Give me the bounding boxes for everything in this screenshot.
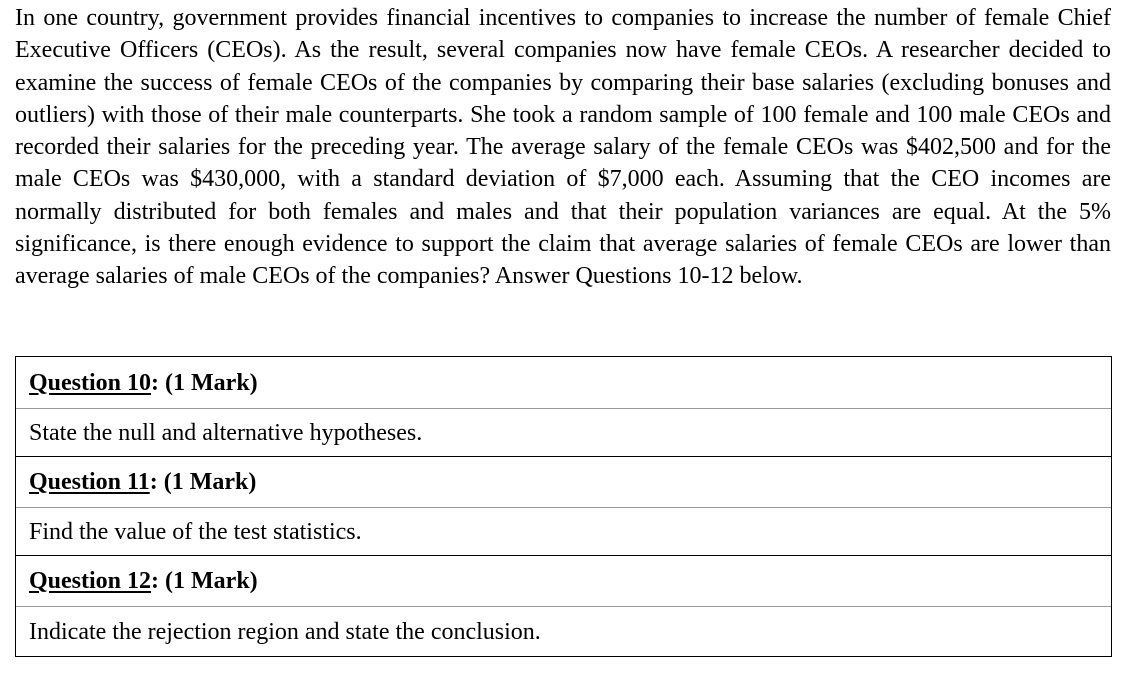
questions-table	[15, 356, 1112, 657]
question-11-prompt-row	[16, 508, 1112, 556]
question-12-prompt: Indicate the rejection region and state the conclusion.	[16, 607, 1112, 657]
question-12-prompt-row	[16, 607, 1112, 657]
question-12-title	[16, 556, 1112, 607]
question-12-colon: :	[151, 568, 160, 594]
question-11-label: Question 11	[29, 469, 150, 495]
question-11-title	[16, 457, 1112, 508]
question-10-label: Question 10	[29, 369, 152, 396]
question-10-prompt: State the null and alternative hypotheses.	[16, 409, 1112, 457]
question-10-marks: (1 Mark)	[159, 369, 258, 396]
question-10-title	[16, 357, 1112, 409]
problem-statement: In one country, government provides financial incentives to companies to increase the number of female Chief Executive Officers (CEOs). As the result, several companies now have female CEOs. A researcher decided to examine the success of female CEOs of the companies by comparing their base salaries (excluding bonuses and outliers) with those of their male counterparts. She took a random sample of 100 female and 100 male CEOs and recorded their salaries for the preceding year. The average salary of the female CEOs was $402,500 and for the male CEOs was $430,000, with a standard deviation of $7,000 each. Assuming that the CEO incomes are normally distributed for both females and males and that their population variances are equal. At the 5% significance, is there enough evidence to support the claim that average salaries of female CEOs are lower than average salaries of male CEOs of the companies? Answer Questions 10-12 below.	[15, 5, 1111, 290]
question-11-marks: (1 Mark)	[157, 469, 257, 495]
question-12-header-row	[16, 556, 1112, 607]
question-11-header-row	[16, 457, 1112, 508]
question-10-prompt-row	[16, 409, 1112, 457]
question-11-colon: :	[149, 469, 158, 495]
question-10-colon: :	[151, 369, 160, 396]
question-11-prompt: Find the value of the test statistics.	[16, 508, 1112, 556]
question-10-header-row	[16, 357, 1112, 409]
question-12-marks: (1 Mark)	[159, 568, 258, 594]
question-12-label: Question 12	[29, 568, 152, 594]
